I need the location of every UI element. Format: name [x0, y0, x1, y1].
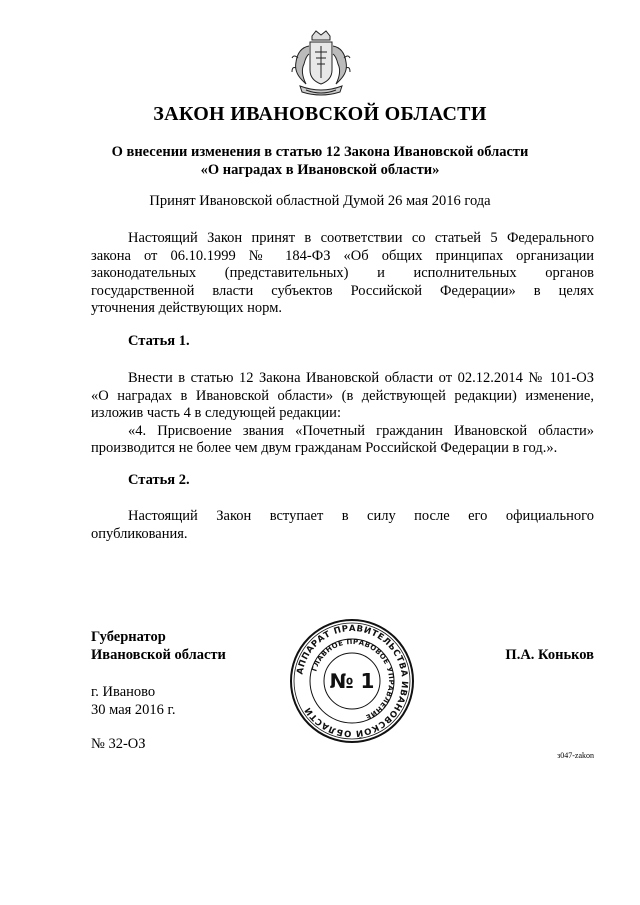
text-line: законодательных (представительных) и исполнительных органов: [91, 265, 594, 282]
text-line: Настоящий Закон вступает в силу после его официального: [128, 508, 594, 524]
stamp-inner-text: ГЛАВНОЕ ПРАВОВОЕ УПРАВЛЕНИЕ: [310, 637, 396, 722]
signatory-position: [91, 628, 226, 664]
text-line: «О наградах в Ивановской области» (в действующей редакции) изменение,: [91, 387, 594, 404]
article-1-heading: Статья 1.: [128, 333, 190, 349]
article-2-text: [91, 508, 594, 543]
text-line: «4. Присвоение звания «Почетный гражданин Ивановской области»: [128, 422, 594, 439]
text-line: опубликования.: [91, 525, 188, 542]
signatory-name: П.А. Коньков: [505, 647, 594, 663]
law-subtitle: [0, 143, 640, 179]
text-line: закона от 06.10.1999 № 184-ФЗ «Об общих принципах организации: [91, 247, 594, 264]
adoption-note: Принят Ивановской областной Думой 26 мая 2016 года: [149, 193, 491, 209]
place: г. Иваново: [91, 684, 156, 700]
text-line: изложив часть 4 в следующей редакции:: [91, 405, 341, 422]
text-line: Настоящий Закон принят в соответствии со статьей 5 Федерального: [128, 230, 594, 246]
stamp-outer-text: АППАРАТ ПРАВИТЕЛЬСТВА ИВАНОВСКОЙ ОБЛАСТИ: [295, 623, 410, 739]
preamble-paragraph: [91, 230, 594, 318]
official-stamp: [288, 617, 416, 745]
text-line: Внести в статью 12 Закона Ивановской области от 02.12.2014 № 101-ОЗ: [128, 370, 594, 386]
text-line: производится не более чем двум гражданам Российской Федерации в год.».: [91, 440, 558, 457]
date: 30 мая 2016 г.: [91, 702, 176, 718]
text-line: государственной власти субъектов Российской Федерации» в целях: [91, 282, 594, 299]
text-line: уточнения действующих норм.: [91, 300, 282, 317]
place-and-date: [91, 683, 176, 719]
position-line: Ивановской области: [91, 647, 226, 663]
article-2-heading: Статья 2.: [128, 472, 190, 488]
article-1-text: [91, 370, 594, 458]
document-code: з047-zakon: [557, 751, 594, 760]
law-title: ЗАКОН ИВАНОВСКОЙ ОБЛАСТИ: [153, 103, 487, 125]
stamp-number: № 1: [329, 669, 375, 693]
law-number: № 32-ОЗ: [91, 736, 146, 752]
position-line: Губернатор: [91, 629, 166, 645]
ivanovo-coat-of-arms-icon: [290, 28, 352, 100]
subtitle-line: О внесении изменения в статью 12 Закона Ивановской области: [111, 144, 529, 160]
subtitle-line: «О наградах в Ивановской области»: [200, 162, 440, 178]
